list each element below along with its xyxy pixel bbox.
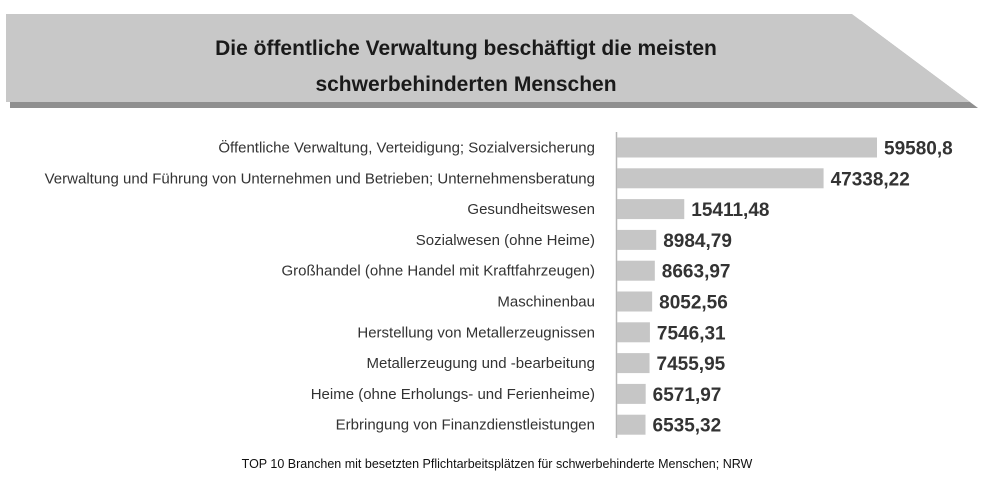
bar xyxy=(617,353,650,373)
value-label: 8984,79 xyxy=(663,230,732,252)
category-label: Öffentliche Verwaltung, Verteidigung; Sozialversicherung xyxy=(218,139,595,157)
value-label: 47338,22 xyxy=(830,169,910,191)
value-label: 15411,48 xyxy=(691,200,770,222)
bar xyxy=(617,322,650,342)
chart-title-line-2: schwerbehinderten Menschen xyxy=(315,73,617,96)
category-labels xyxy=(45,139,595,434)
value-label: 8052,56 xyxy=(659,292,728,314)
category-label: Verwaltung und Führung von Unternehmen und Betrieben; Unternehmensberatung xyxy=(44,170,595,188)
value-label: 8663,97 xyxy=(661,261,731,283)
title-banner xyxy=(6,14,978,108)
value-label: 6535,32 xyxy=(652,415,722,437)
chart-title-line-1: Die öffentliche Verwaltung beschäftigt die meisten xyxy=(215,37,717,60)
bar xyxy=(617,292,652,312)
bar xyxy=(617,199,684,219)
bar xyxy=(617,415,646,435)
value-label: 7546,31 xyxy=(656,323,726,345)
category-label: Gesundheitswesen xyxy=(467,201,595,219)
chart-footer-note: TOP 10 Branchen mit besetzten Pflichtarbeitsplätzen für schwerbehinderte Menschen; NRW xyxy=(241,457,753,471)
category-label: Metallerzeugung und -bearbeitung xyxy=(366,355,595,373)
category-label: Erbringung von Finanzdienstleistungen xyxy=(335,416,595,434)
category-label: Großhandel (ohne Handel mit Kraftfahrzeugen) xyxy=(281,262,595,280)
bar xyxy=(617,384,646,404)
value-label: 59580,8 xyxy=(884,138,953,160)
bar xyxy=(617,230,656,250)
category-label: Herstellung von Metallerzeugnissen xyxy=(357,324,595,342)
value-label: 6571,97 xyxy=(652,384,722,406)
value-label: 7455,95 xyxy=(656,354,726,376)
bar xyxy=(617,168,824,188)
bar xyxy=(617,138,877,158)
category-label: Maschinenbau xyxy=(497,293,595,311)
category-label: Heime (ohne Erholungs- und Ferienheime) xyxy=(310,385,595,403)
bar xyxy=(617,261,655,281)
category-label: Sozialwesen (ohne Heime) xyxy=(415,231,595,249)
